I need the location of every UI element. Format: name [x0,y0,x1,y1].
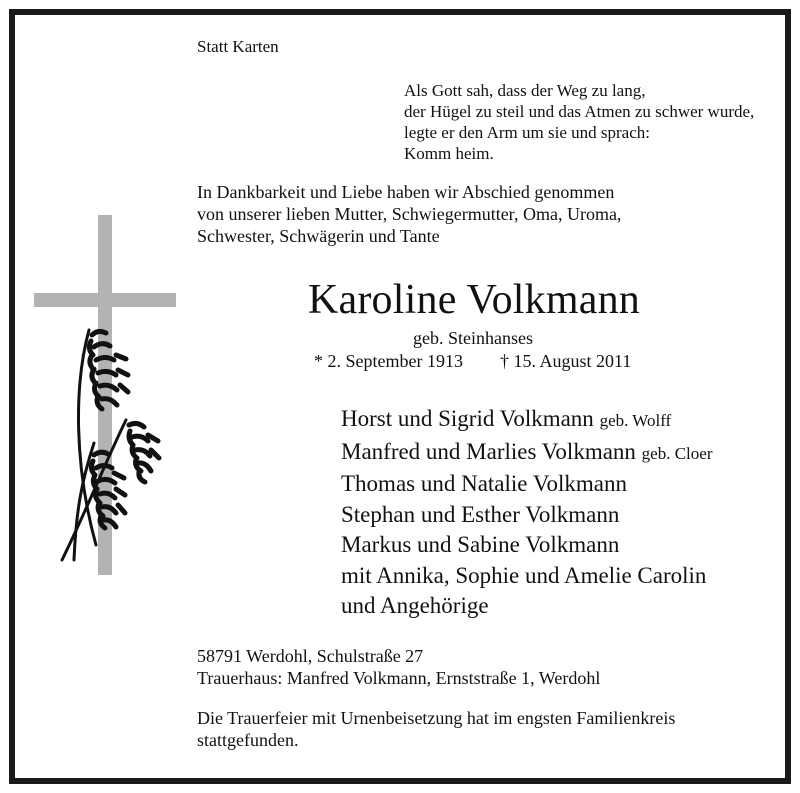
quote-block [404,80,754,164]
family-line: Stephan und Esther Volkmann [341,501,620,527]
maiden-note: geb. Wolff [599,411,672,430]
quote-line: legte er den Arm um sie und sprach: [404,123,650,142]
address-line: Trauerhaus: Manfred Volkmann, Ernststraße 1, Werdohl [197,668,601,688]
family-list [341,404,713,622]
birth-date: * 2. September 1913 [314,351,463,371]
quote-line: Als Gott sah, dass der Weg zu lang, [404,81,646,100]
intro-line: In Dankbarkeit und Liebe haben wir Abschied genommen [197,182,615,202]
maiden-name: geb. Steinhanses [413,328,533,348]
family-line: Manfred und Marlies Volkmann geb. Cloer [341,438,713,464]
intro-line: von unserer lieben Mutter, Schwiegermutter, Oma, Uroma, [197,204,622,224]
life-dates [314,350,631,372]
deceased-name: Karoline Volkmann [308,277,640,323]
note-line: Die Trauerfeier mit Urnenbeisetzung hat im engsten Familienkreis [197,708,676,728]
quote-line: der Hügel zu steil und das Atmen zu schwer wurde, [404,102,755,121]
intro-block [197,181,621,247]
cross-wheat-graphic [34,215,184,580]
family-line: Horst und Sigrid Volkmann geb. Wolff [341,406,672,431]
statt-karten-label: Statt Karten [197,37,279,56]
funeral-note [197,707,675,751]
quote-line: Komm heim. [404,144,494,163]
family-line: und Angehörige [341,593,489,618]
note-line: stattgefunden. [197,730,299,750]
family-line: mit Annika, Sophie und Amelie Carolin [341,562,707,588]
family-line: Thomas und Natalie Volkmann [341,471,627,496]
intro-line: Schwester, Schwägerin und Tante [197,226,440,246]
address-line: 58791 Werdohl, Schulstraße 27 [197,646,424,666]
death-date: † 15. August 2011 [499,351,632,371]
maiden-note: geb. Cloer [641,443,713,463]
family-line: Markus und Sabine Volkmann [341,532,620,557]
address-block [197,645,600,689]
